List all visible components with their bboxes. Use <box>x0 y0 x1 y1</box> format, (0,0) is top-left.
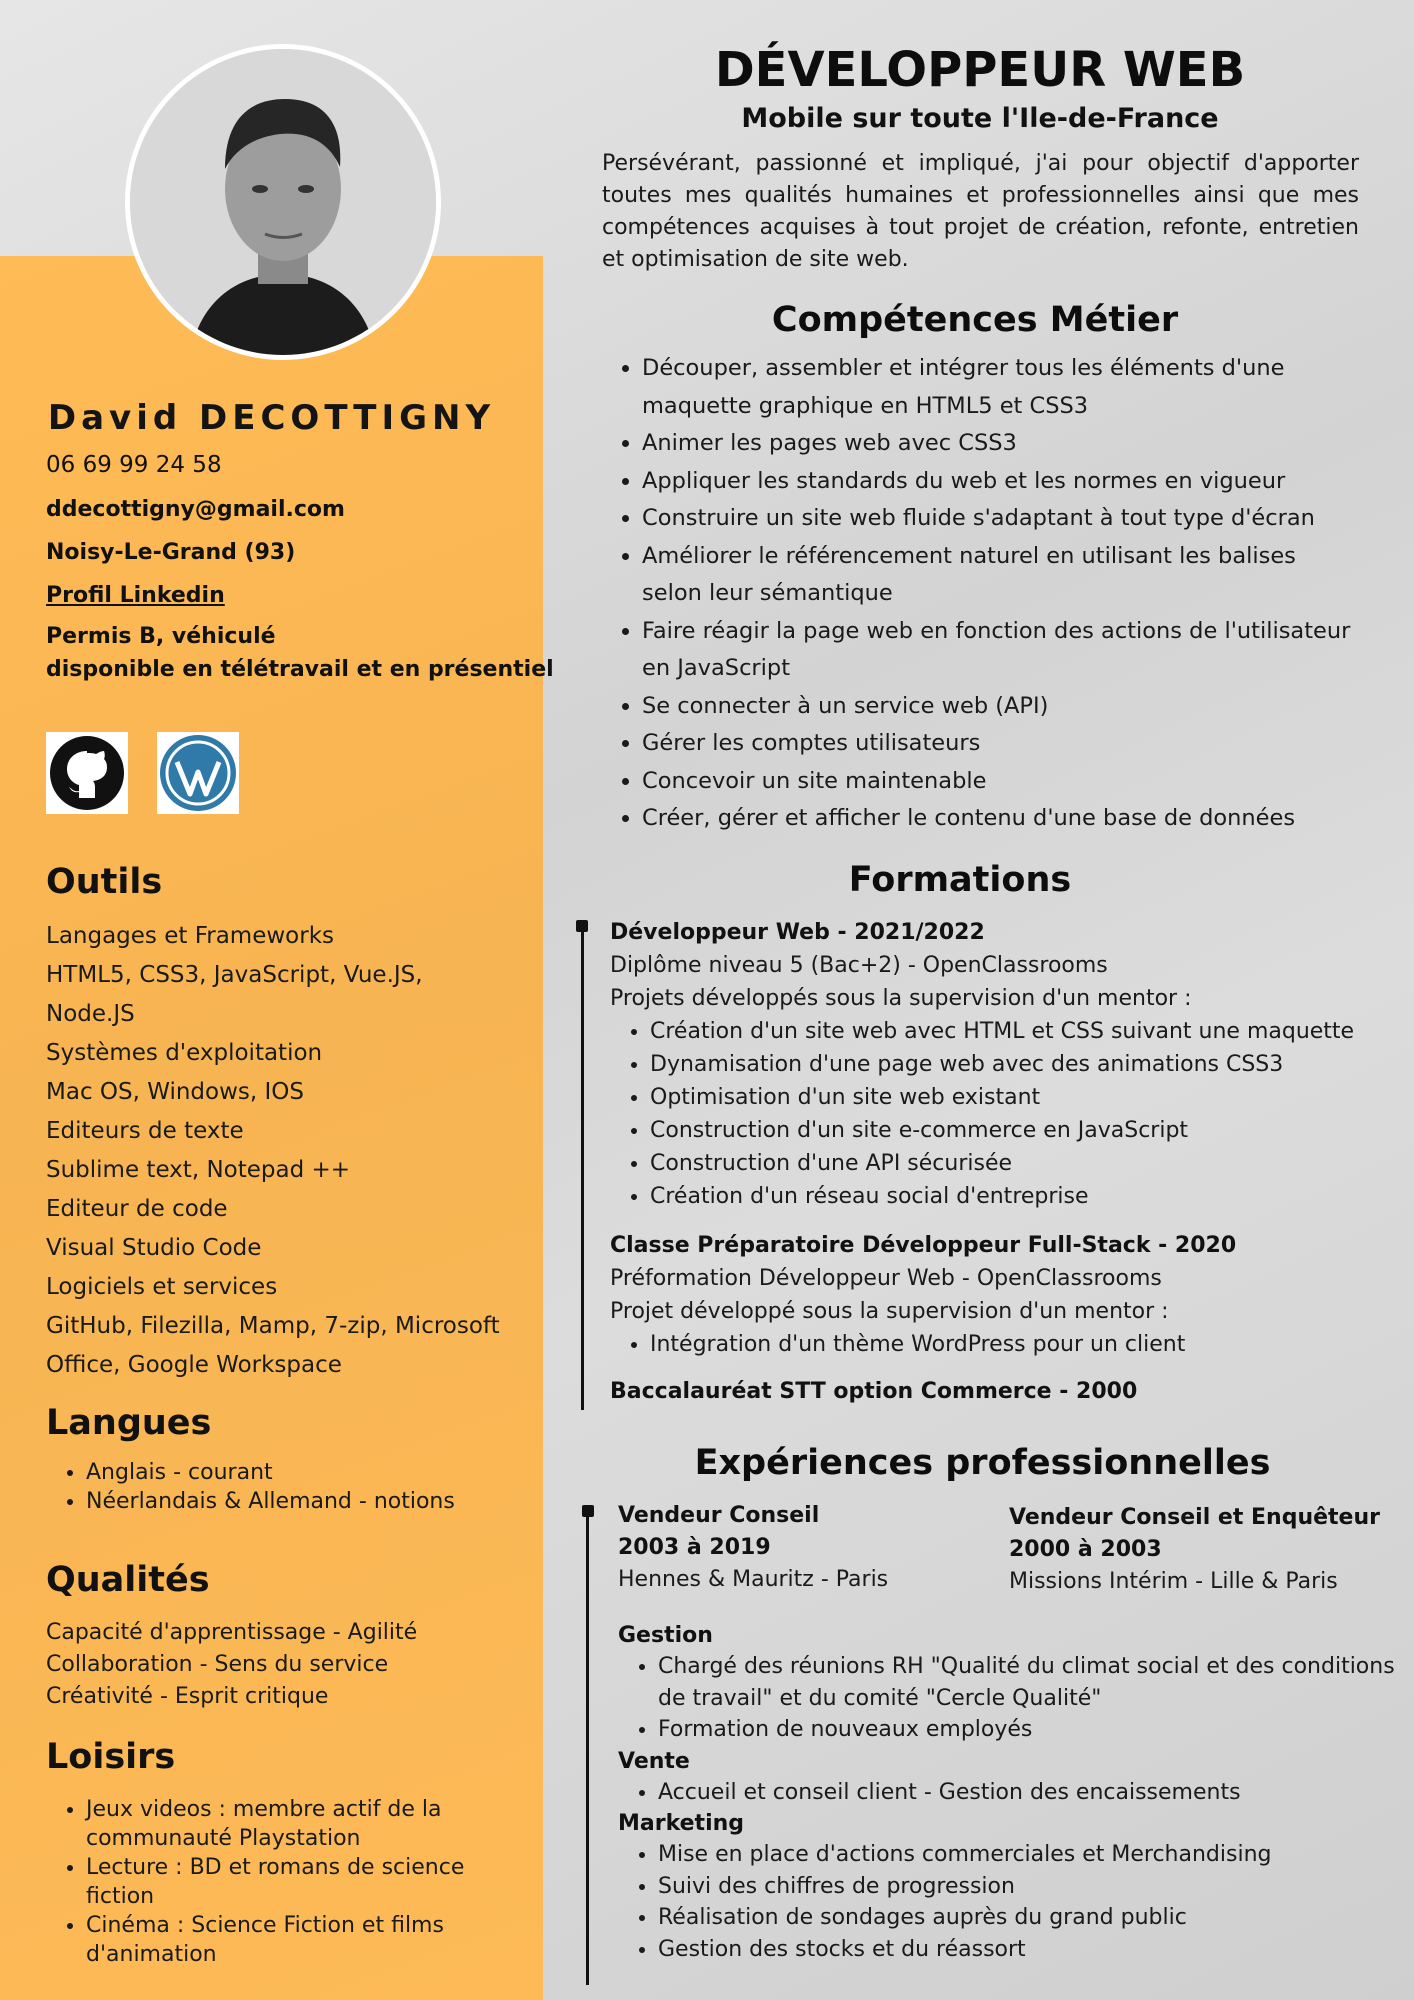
wordpress-icon[interactable] <box>157 732 239 814</box>
education-detail: Projet développé sous la supervision d'un mentor : <box>610 1299 1169 1324</box>
education-projects <box>610 1328 1370 1361</box>
job-entry <box>1009 1502 1399 1598</box>
education-item <box>610 1229 1370 1361</box>
education-projects <box>610 1015 1370 1213</box>
driving-license: Permis B, véhiculé <box>46 624 276 649</box>
list-item: Editeurs de texte <box>46 1118 244 1144</box>
list-item: • Mise en place d'actions commerciales et Merchandising <box>658 1839 1398 1871</box>
job-period: 2003 à 2019 <box>618 1535 771 1560</box>
list-item: • Cinéma : Science Fiction et films d'animation <box>86 1911 506 1969</box>
page-title: DÉVELOPPEUR WEB <box>714 42 1246 98</box>
phone-number[interactable]: 06 69 99 24 58 <box>46 452 222 478</box>
job-employer: Missions Intérim - Lille & Paris <box>1009 1569 1338 1594</box>
list-item: • Création d'un réseau social d'entreprise <box>650 1180 1370 1213</box>
education-title: Développeur Web - 2021/2022 <box>610 920 985 945</box>
list-item: • Création d'un site web avec HTML et CSS suivant une maquette <box>650 1015 1370 1048</box>
list-item: • Gestion des stocks et du réassort <box>658 1934 1398 1966</box>
list-item: • Formation de nouveaux employés <box>658 1714 1398 1746</box>
skills-list <box>602 350 1362 838</box>
list-item: Office, Google Workspace <box>46 1352 342 1378</box>
category-list <box>618 1777 1398 1809</box>
category-heading: Gestion <box>618 1623 713 1648</box>
intro-paragraph: Persévérant, passionné et impliqué, j'ai pour objectif d'apporter toutes mes qualités humaines et professionnelles ainsi que mes compétences acquises à tout projet de création, refonte, entretien et optimisation de site web. <box>602 151 1359 272</box>
hobbies-list <box>46 1795 506 1969</box>
list-item: Collaboration - Sens du service <box>46 1652 389 1677</box>
list-item: Visual Studio Code <box>46 1235 262 1261</box>
education-item <box>610 916 1370 1213</box>
languages-heading: Langues <box>46 1403 212 1443</box>
list-item: • Réalisation de sondages auprès du grand public <box>658 1902 1398 1934</box>
list-item: • Anglais - courant <box>86 1458 455 1487</box>
list-item: • Appliquer les standards du web et les normes en vigueur <box>642 463 1362 501</box>
education-item <box>610 1375 1370 1408</box>
list-item: • Néerlandais & Allemand - notions <box>86 1487 455 1516</box>
profile-photo <box>125 44 441 360</box>
list-item: • Dynamisation d'une page web avec des animations CSS3 <box>650 1048 1370 1081</box>
experience-details <box>618 1620 1398 1965</box>
list-item: Langages et Frameworks <box>46 923 335 949</box>
list-item: Sublime text, Notepad ++ <box>46 1157 351 1183</box>
category-heading: Vente <box>618 1748 690 1774</box>
list-item: • Accueil et conseil client - Gestion des encaissements <box>658 1777 1398 1809</box>
list-item: • Améliorer le référencement naturel en utilisant les balises selon leur sémantique <box>642 538 1362 613</box>
list-item: Mac OS, Windows, IOS <box>46 1079 304 1105</box>
list-item: Créativité - Esprit critique <box>46 1684 329 1709</box>
candidate-name: David DECOTTIGNY <box>47 398 496 438</box>
education-detail: Diplôme niveau 5 (Bac+2) - OpenClassrooms <box>610 953 1108 978</box>
qualities-heading: Qualités <box>46 1560 210 1600</box>
list-item: Systèmes d'exploitation <box>46 1040 323 1066</box>
location: Noisy-Le-Grand (93) <box>46 540 296 565</box>
hobbies-heading: Loisirs <box>46 1737 176 1777</box>
category-list <box>618 1839 1398 1965</box>
experience-heading: Expériences professionnelles <box>694 1443 1271 1483</box>
job-title: Vendeur Conseil et Enquêteur <box>1009 1505 1380 1530</box>
skills-heading: Compétences Métier <box>771 300 1179 340</box>
list-item: • Concevoir un site maintenable <box>642 763 1362 801</box>
list-item: Editeur de code <box>46 1196 228 1222</box>
list-item: GitHub, Filezilla, Mamp, 7-zip, Microsoft <box>46 1313 500 1339</box>
education-detail: Projets développés sous la supervision d'un mentor : <box>610 986 1192 1011</box>
tools-heading: Outils <box>46 862 163 902</box>
list-item: • Suivi des chiffres de progression <box>658 1871 1398 1903</box>
category-heading: Marketing <box>618 1811 745 1836</box>
job-period: 2000 à 2003 <box>1009 1537 1162 1562</box>
linkedin-link[interactable]: Profil Linkedin <box>46 583 225 608</box>
list-item: • Lecture : BD et romans de science fiction <box>86 1853 506 1911</box>
job-employer: Hennes & Mauritz - Paris <box>618 1567 889 1592</box>
email-address[interactable]: ddecottigny@gmail.com <box>46 497 345 522</box>
list-item: • Intégration d'un thème WordPress pour un client <box>650 1328 1370 1361</box>
list-item: • Optimisation d'un site web existant <box>650 1081 1370 1114</box>
education-title: Baccalauréat STT option Commerce - 2000 <box>610 1379 1138 1404</box>
languages-list <box>46 1458 455 1516</box>
timeline-line <box>581 926 584 1410</box>
job-entry <box>618 1500 978 1596</box>
education-title: Classe Préparatoire Développeur Full-Stack - 2020 <box>610 1233 1237 1258</box>
availability: disponible en télétravail et en présentiel <box>46 657 554 682</box>
qualities-list <box>46 1617 417 1713</box>
list-item: • Construction d'une API sécurisée <box>650 1147 1370 1180</box>
list-item: • Faire réagir la page web en fonction des actions de l'utilisateur en JavaScript <box>642 613 1362 688</box>
page-subtitle: Mobile sur toute l'Ile-de-France <box>741 103 1219 134</box>
tools-list <box>46 917 516 1385</box>
list-item: • Construire un site web fluide s'adaptant à tout type d'écran <box>642 500 1362 538</box>
list-item: Logiciels et services <box>46 1274 278 1300</box>
list-item: • Créer, gérer et afficher le contenu d'une base de données <box>642 800 1362 838</box>
list-item: • Animer les pages web avec CSS3 <box>642 425 1362 463</box>
list-item: • Gérer les comptes utilisateurs <box>642 725 1362 763</box>
education-heading: Formations <box>848 860 1072 900</box>
list-item: • Construction d'un site e-commerce en JavaScript <box>650 1114 1370 1147</box>
list-item: • Chargé des réunions RH "Qualité du climat social et des conditions de travail" et du comité "Cercle Qualité" <box>658 1651 1398 1714</box>
education-detail: Préformation Développeur Web - OpenClassrooms <box>610 1266 1162 1291</box>
list-item: • Se connecter à un service web (API) <box>642 688 1362 726</box>
list-item: • Jeux videos : membre actif de la communauté Playstation <box>86 1795 506 1853</box>
category-list <box>618 1651 1398 1746</box>
list-item: • Découper, assembler et intégrer tous les éléments d'une maquette graphique en HTML5 et CSS3 <box>642 350 1362 425</box>
timeline-line <box>586 1510 589 1985</box>
list-item: HTML5, CSS3, JavaScript, Vue.JS, Node.JS <box>46 962 423 1027</box>
github-icon[interactable] <box>46 732 128 814</box>
job-title: Vendeur Conseil <box>618 1503 820 1528</box>
list-item: Capacité d'apprentissage - Agilité <box>46 1620 418 1645</box>
